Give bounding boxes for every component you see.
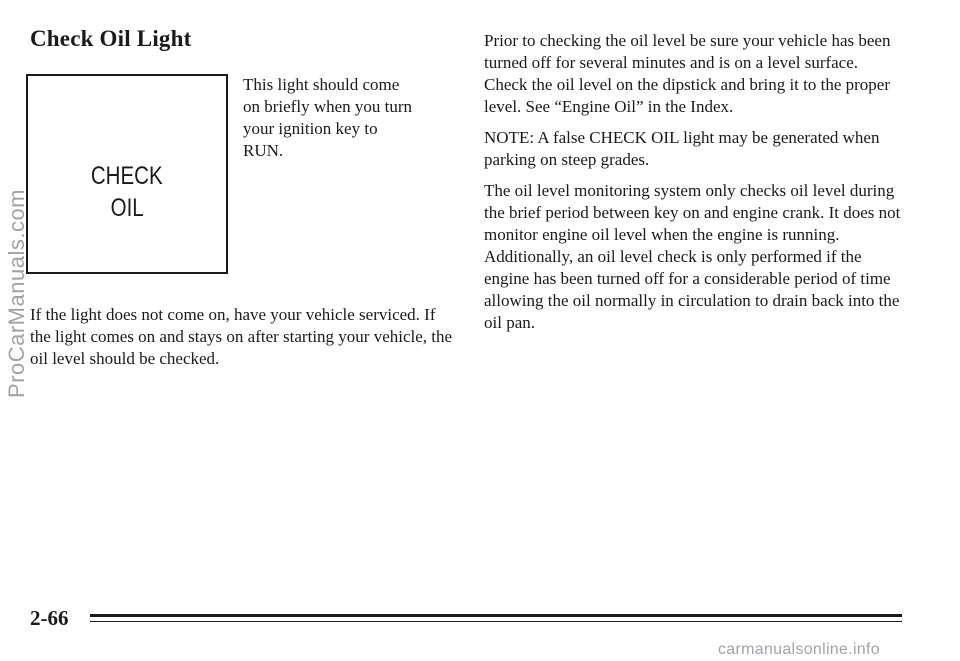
indicator-description: This light should come on briefly when you turn your ignition key to RUN. bbox=[243, 75, 413, 160]
indicator-line-check: CHECK bbox=[91, 162, 163, 190]
footer-rule-thick bbox=[90, 614, 902, 617]
footer-site-watermark: carmanualsonline.info bbox=[718, 641, 880, 658]
monitoring-system-paragraph: The oil level monitoring system only checks oil level during the brief period between key on and engine crank. It does not monitor engine oil level when the engine is running. Additionally, an oil level check is only performed if the engine has been turned off for a considerable period of time allowing the oil normally in circulation to drain back into the oil pan. bbox=[484, 181, 901, 332]
indicator-line-oil: OIL bbox=[110, 194, 144, 222]
note-paragraph: NOTE: A false CHECK OIL light may be generated when parking on steep grades. bbox=[484, 128, 880, 169]
section-title: Check Oil Light bbox=[30, 26, 192, 51]
page-number: 2-66 bbox=[30, 606, 69, 630]
footer-rule-thin bbox=[90, 621, 902, 622]
indicator-label bbox=[83, 158, 171, 224]
check-oil-indicator-illustration bbox=[26, 74, 228, 274]
right-column bbox=[484, 30, 904, 343]
side-watermark: ProCarManuals.com bbox=[4, 188, 29, 398]
oil-check-procedure-paragraph: Prior to checking the oil level be sure your vehicle has been turned off for several minutes and is on a level surface. Check the oil level on the dipstick and bring it to the proper level. See “Engine Oil” in the Index. bbox=[484, 31, 891, 116]
light-behavior-paragraph: If the light does not come on, have your vehicle serviced. If the light comes on and stays on after starting your vehicle, the oil level should be checked. bbox=[30, 305, 453, 368]
